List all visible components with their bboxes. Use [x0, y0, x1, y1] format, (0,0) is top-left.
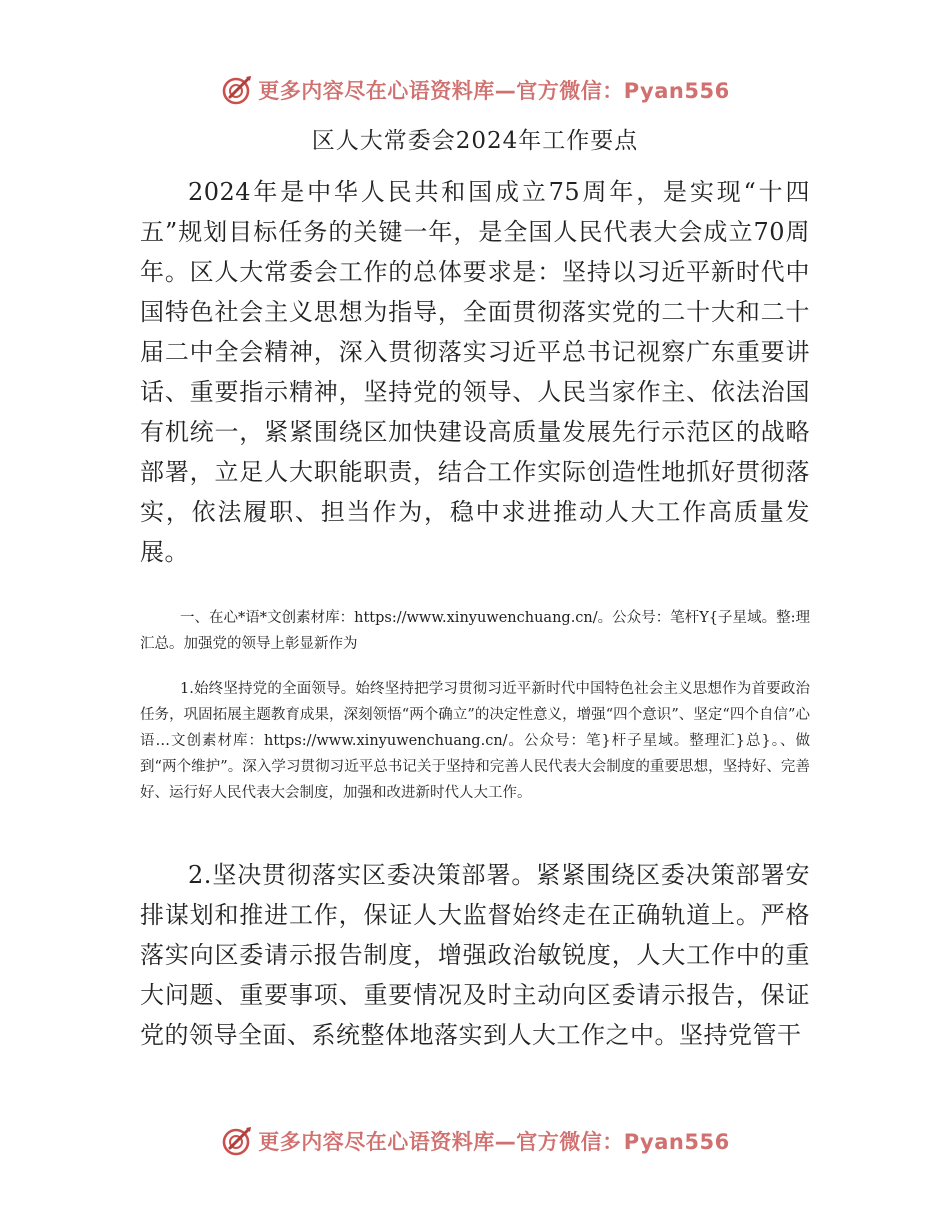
- logo-icon: [220, 1124, 254, 1158]
- footer-watermark-banner: [0, 1121, 950, 1161]
- paragraph-section-heading: 一、在心*语*文创素材库：https://www.xinyuwenchuang.cn/。公众号：笔杆Y{子星域。整:理汇总。加强党的领导上彰显新作为: [140, 610, 810, 652]
- logo-icon: [220, 73, 254, 107]
- document-title: 区人大常委会2024年工作要点: [311, 128, 639, 154]
- paragraph-item-1: 1.始终坚持党的全面领导。始终坚持把学习贯彻习近平新时代中国特色社会主义思想作为首要政治任务，巩固拓展主题教育成果，深刻领悟“两个确立”的决定性意义，增强“四个意识”、坚定“四个自信”心语…文创素材库：https://www.xinyuwenchuang.cn/。公众号：笔}杆子星域。整理汇}总}。、做到“两个维护”。深入学习贯彻习近平总书记关于坚持和完善人民代表大会制度的重要思想，坚持好、完善好、运行好人民代表大会制度，加强和改进新时代人大工作。: [140, 681, 810, 801]
- paragraph-item-2: 2.坚决贯彻落实区委决策部署。紧紧围绕区委决策部署安排谋划和推进工作，保证人大监督始终走在正确轨道上。严格落实向区委请示报告制度，增强政治敏锐度，人大工作中的重大问题、重要事项、重要情况及时主动向区委请示报告，保证党的领导全面、系统整体地落实到人大工作之中。坚持党管干: [140, 861, 810, 1049]
- paragraph-intro: 2024年是中华人民共和国成立75周年，是实现“十四五”规划目标任务的关键一年，是全国人民代表大会成立70周年。区人大常委会工作的总体要求是：坚持以习近平新时代中国特色社会主义思想为指导，全面贯彻落实党的二十大和二十届二中全会精神，深入贯彻落实习近平总书记视察广东重要讲话、重要指示精神，坚持党的领导、人民当家作主、依法治国有机统一，紧紧围绕区加快建设高质量发展先行示范区的战略部署，立足人大职能职责，结合工作实际创造性地抓好贯彻落实，依法履职、担当作为，稳中求进推动人大工作高质量发展。: [140, 178, 810, 566]
- header-watermark-banner: [0, 70, 950, 110]
- header-banner-text: 更多内容尽在心语资料库—官方微信：Pyan556: [258, 79, 730, 103]
- footer-banner-text: 更多内容尽在心语资料库—官方微信：Pyan556: [258, 1130, 730, 1154]
